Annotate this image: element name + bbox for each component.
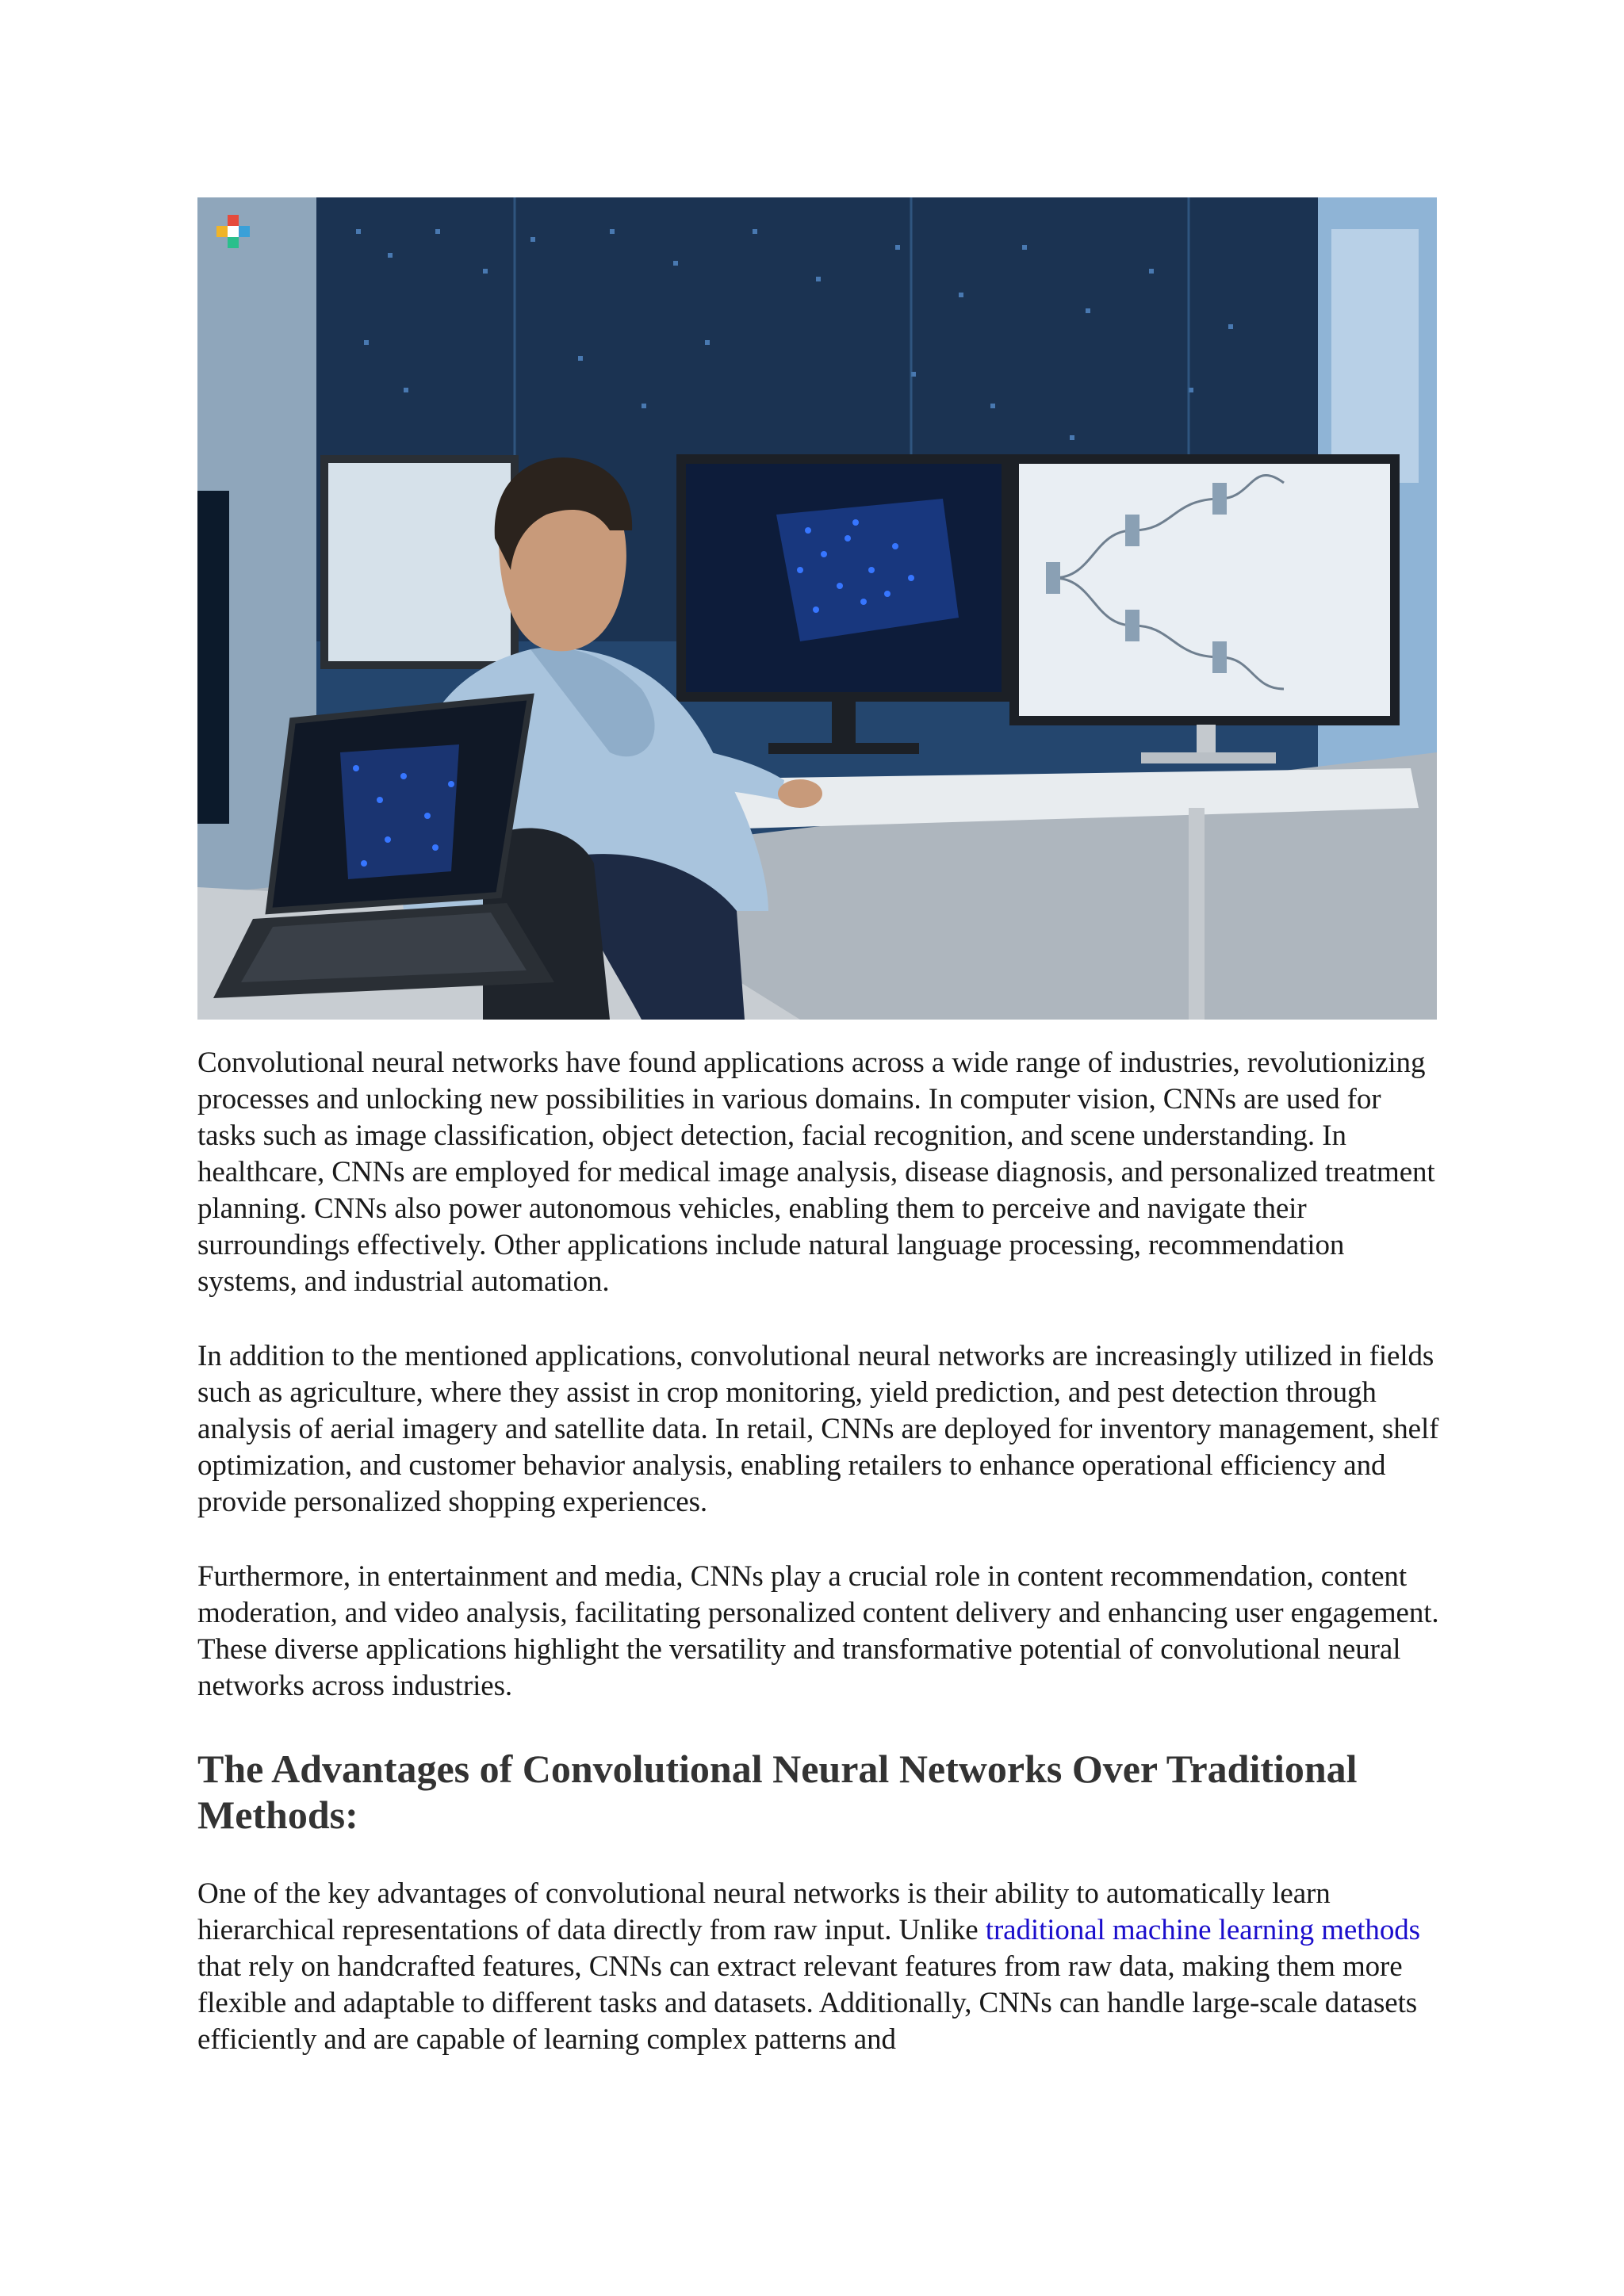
paragraph-additional-applications: In addition to the mentioned applications, convolutional neural networks are increasingly utilized in fields such as agriculture, where they assist in crop monitoring, yield prediction, and pest detection through analysis of aerial imagery and satellite data. In retail, CNNs are deployed for inventory management, shelf optimization, and customer behavior analysis, enabling retailers to enhance operational efficiency and provide personalized shopping experiences. [197, 1340, 1439, 1518]
hero-image [197, 197, 1437, 1020]
paragraph-advantages [197, 1876, 1442, 2058]
paragraph-entertainment: Furthermore, in entertainment and media, CNNs play a crucial role in content recommendation, content moderation, and video analysis, facilitating personalized content delivery and enhancing user engagement. These diverse applications highlight the versatility and transformative potential of convolutional neural networks across industries. [197, 1560, 1439, 1702]
section-heading: The Advantages of Convolutional Neural Networks Over Traditional Methods: [197, 1747, 1358, 1837]
advantages-text-after: that rely on handcrafted features, CNNs can extract relevant features from raw data, making them more flexible and adaptable to different tasks and datasets. Additionally, CNNs can handle large-scale datasets efficiently and are capable of learning complex patterns and [197, 1950, 1418, 2056]
advantages-text-before: One of the key advantages of convolutional neural networks is their ability to automatically learn hierarchical representations of data directly from raw input. Unlike [197, 1877, 1331, 1946]
hero-illustration [197, 197, 1437, 1020]
traditional-ml-link[interactable]: traditional machine learning methods [985, 1914, 1420, 1946]
paragraph-applications: Convolutional neural networks have found applications across a wide range of industries, revolutionizing processes and unlocking new possibilities in various domains. In computer vision, CNNs are used for tasks such as image classification, object detection, facial recognition, and scene understanding. In healthcare, CNNs are employed for medical image analysis, disease diagnosis, and personalized treatment planning. CNNs also power autonomous vehicles, enabling them to perceive and navigate their surroundings effectively. Other applications include natural language processing, recommendation systems, and industrial automation. [197, 1047, 1435, 1298]
article-body [197, 1045, 1442, 2096]
